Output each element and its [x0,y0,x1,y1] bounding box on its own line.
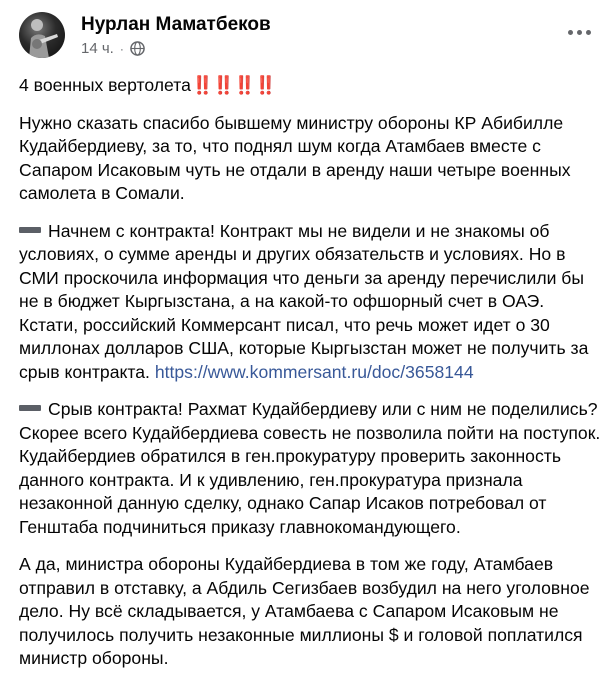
heavy-minus-sign-icon [19,405,41,411]
paragraph-3-text: Срыв контракта! Рахмат Кудайбердиеву или с ним не поделились? Скорее всего Кудайбердиева совесть не позволила пойти на поступок. Кудайбердиев обратился в ген.прокуратуру проверить законность данного контракта. И к удивлению, ген.прокуратура признала незаконной данную сделку, однако Сапар Исаков потребовал от Генштаба подчиниться приказу главнокомандующего. [19,399,601,537]
kommersant-link[interactable]: https://www.kommersant.ru/doc/3658144 [154,361,474,382]
post-meta [81,40,145,57]
post-title: 4 военных вертолета [19,75,191,95]
avatar-guitarist-icon [19,12,65,58]
heavy-minus-sign-icon [19,227,41,233]
paragraph-2-text: Начнем с контракта! Контракт мы не видели и не знакомы об условиях, о сумме аренды и других обязательств и условиях. Но в СМИ проскочила информация что деньги за аренду перечислили бы не в бюджет Кыргызстана, а на какой-то офшорный счет в ОАЭ. Кстати, российский Коммерсант писал, что речь может идет о 30 миллонах долларов США, которые Кыргызстан может не получить за срыв контракта. [19,220,589,382]
globe-icon[interactable] [130,41,145,56]
post-timestamp[interactable]: 14 ч. [81,40,114,57]
meta-separator: · [119,41,124,56]
post-paragraph-2 [19,220,604,385]
post-title-line [19,74,604,98]
post-content [19,74,604,671]
more-options-button[interactable] [563,22,595,42]
post-paragraph-4: А да, министра обороны Кудайбердиева в том же году, Атамбаев отправил в отставку, а Абдиль Сегизбаев возбудил на него уголовное дело. Ну всё складывается, у Атамбаева с Сапаром Исаковым не получилось получить незаконные миллионы $ и головой поплатился министр обороны. [19,554,590,668]
post-paragraph-1: Нужно сказать спасибо бывшему министру обороны КР Абибилле Кудайбердиеву, за то, что поднял шум когда Атамбаев вместе с Сапаром Исаковым чуть не отдали в аренду наши четыре военных самолета в Сомали. [19,112,571,203]
more-horizontal-icon [568,30,573,35]
post-paragraph-3 [19,398,604,539]
author-avatar[interactable] [19,12,65,58]
double-exclamation-icon: ‼️‼️‼️‼️ [191,75,276,95]
author-name[interactable]: Нурлан Маматбеков [81,14,271,35]
post-header [19,8,597,68]
